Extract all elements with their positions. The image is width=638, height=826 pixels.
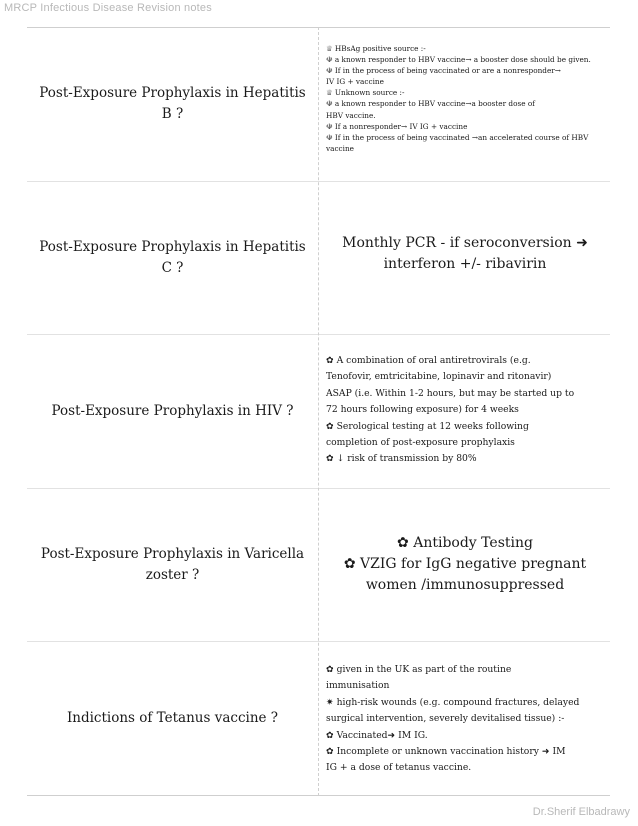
- answer-line: ✿ given in the UK as part of the routine: [326, 664, 512, 675]
- answer-line: ☫ If a nonresponder→ IV IG + vaccine: [326, 121, 468, 131]
- answer-line: ✿ VZIG for IgG negative pregnant: [343, 556, 587, 572]
- flashcard-sheet: [27, 27, 610, 796]
- answer-line: immunisation: [326, 680, 390, 692]
- answer-line: HBV vaccine.: [326, 110, 376, 120]
- answer-line: ♕ HBsAg positive source :-: [326, 44, 426, 53]
- card-question: Post-Exposure Prophylaxis in Hepatitis C ?: [39, 238, 306, 276]
- flashcard-hiv: [27, 334, 610, 488]
- answer-line: 72 hours following exposure) for 4 weeks: [326, 404, 519, 416]
- card-question: Indictions of Tetanus vaccine ?: [66, 709, 279, 726]
- answer-line: interferon +/- ribavirin: [383, 256, 547, 272]
- answer-line: ✿ Vaccinated➜ IM IG.: [326, 729, 428, 741]
- answer-line: Monthly PCR - if seroconversion ➜: [342, 235, 588, 251]
- answer-line: ☫ a known responder to HBV vaccine→a booster dose of: [326, 99, 535, 109]
- card-answer: [326, 353, 604, 468]
- flashcard-hepatitis-b: [27, 27, 610, 181]
- answer-line: ✿ ↓ risk of transmission by 80%: [326, 453, 477, 465]
- answer-line: vaccine: [326, 143, 354, 153]
- answer-line: ☫ a known responder to HBV vaccine→ a booster dose should be given.: [326, 55, 591, 65]
- flashcard-tetanus: [27, 641, 610, 795]
- answer-line: IG + a dose of tetanus vaccine.: [326, 762, 472, 774]
- flashcard-varicella-zoster: [27, 488, 610, 641]
- answer-line: surgical intervention, severely devitalised tissue) :-: [326, 713, 565, 725]
- card-answer: [326, 43, 604, 154]
- author-credit: Dr.Sherif Elbadrawy: [532, 806, 630, 818]
- answer-line: ✿ Incomplete or unknown vaccination history ➜ IM: [326, 746, 566, 758]
- answer-line: completion of post-exposure prophylaxis: [326, 437, 515, 449]
- card-answer: [326, 662, 604, 777]
- answer-line: ASAP (i.e. Within 1-2 hours, but may be started up to: [326, 387, 575, 399]
- answer-line: ✷ high-risk wounds (e.g. compound fractures, delayed: [326, 696, 580, 708]
- card-question: Post-Exposure Prophylaxis in Varicella zoster ?: [40, 545, 305, 583]
- card-answer: [326, 233, 604, 275]
- document-title: MRCP Infectious Disease Revision notes: [4, 2, 212, 14]
- card-question: Post-Exposure Prophylaxis in HIV ?: [51, 402, 294, 419]
- card-answer: [326, 533, 604, 596]
- answer-line: ☫ If in the process of being vaccinated →an accelerated course of HBV: [326, 132, 589, 142]
- answer-line: ☫ If in the process of being vaccinated or are a nonresponder→: [326, 66, 561, 76]
- answer-line: ♕ Unknown source :-: [326, 88, 405, 98]
- answer-line: ✿ Antibody Testing: [397, 535, 533, 551]
- answer-line: ✿ A combination of oral antiretrovirals (e.g.: [326, 355, 531, 366]
- card-question: Post-Exposure Prophylaxis in Hepatitis B ?: [39, 85, 306, 122]
- answer-line: Tenofovir, emtricitabine, lopinavir and ritonavir): [326, 371, 552, 383]
- answer-line: IV IG + vaccine: [326, 77, 384, 87]
- answer-line: ✿ Serological testing at 12 weeks following: [326, 420, 529, 432]
- flashcard-hepatitis-c: [27, 181, 610, 334]
- answer-line: women /immunosuppressed: [365, 577, 565, 593]
